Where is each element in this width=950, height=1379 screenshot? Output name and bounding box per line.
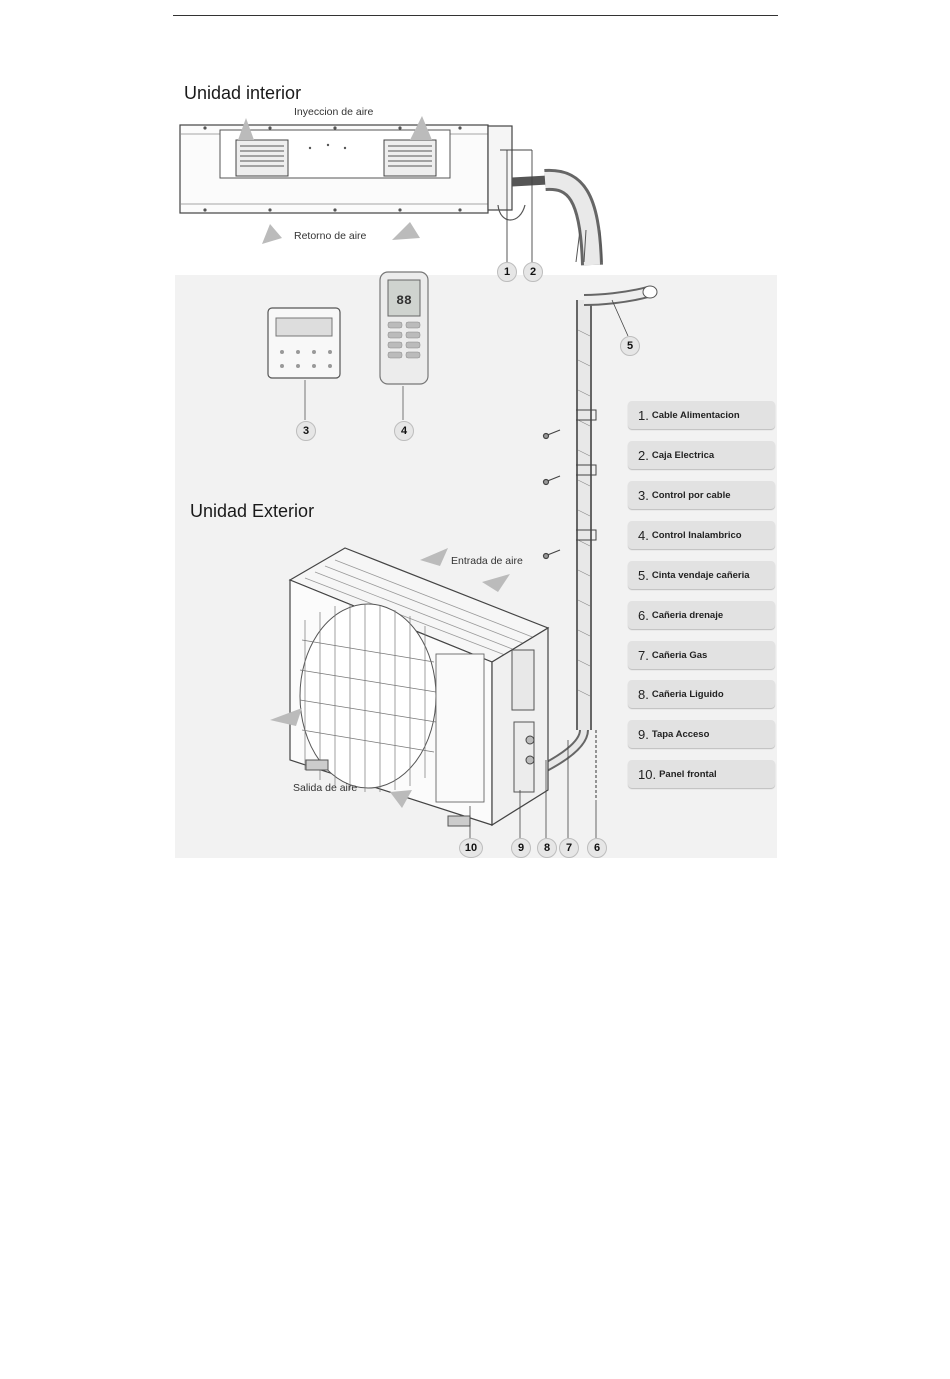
outdoor-unit-title: Unidad Exterior [190,501,315,521]
air-outlet-label: Salida de aire [293,782,358,794]
callout-9: 9 [511,838,531,858]
legend-item-10 [628,760,775,788]
legend-text: Cable Alimentacion [651,409,740,421]
indoor-unit [180,116,602,265]
legend-num: 9. [638,726,649,742]
legend-item-9 [628,720,775,748]
legend-item-3 [628,481,775,509]
legend-text: Panel frontal [659,768,717,780]
air-return-label: Retorno de aire [294,230,367,242]
legend-text: Caja Electrica [651,449,715,461]
callout-5: 5 [620,336,640,356]
legend-num: 3. [638,487,649,503]
callout-7: 7 [559,838,579,858]
callout-2: 2 [523,262,543,282]
legend-num: 7. [638,647,649,663]
legend-num: 10. [638,766,657,782]
air-intake-label: Entrada de aire [451,555,523,567]
legend-num: 5. [638,567,649,583]
legend-text: Control por cable [651,489,731,501]
legend-num: 4. [638,527,649,543]
callout-1: 1 [497,262,517,282]
callout-8: 8 [537,838,557,858]
legend-text: Cañeria Liguido [651,688,724,700]
legend-num: 8. [638,686,649,702]
remote-display-digits: 88 [396,293,412,308]
wired-controller [268,308,340,420]
legend-text: Tapa Acceso [651,728,710,740]
legend-text: Cañeria Gas [651,649,708,661]
legend-item-5 [628,561,775,589]
legend-item-2 [628,441,775,469]
legend-text: Cañeria drenaje [651,609,724,621]
indoor-unit-title: Unidad interior [184,83,302,103]
legend-num: 2. [638,447,649,463]
legend-item-7 [628,641,775,669]
callout-10: 10 [459,838,483,858]
callout-3: 3 [296,421,316,441]
legend-item-1 [628,401,775,429]
callout-4: 4 [394,421,414,441]
air-injection-label: Inyeccion de aire [294,106,374,118]
legend-item-6 [628,601,775,629]
outdoor-unit [270,548,596,838]
legend-text: Control Inalambrico [651,529,742,541]
legend-item-8 [628,680,775,708]
legend-num: 1. [638,407,649,423]
legend-num: 6. [638,607,649,623]
legend-item-4 [628,521,775,549]
wireless-remote [380,272,428,420]
callout-6: 6 [587,838,607,858]
legend-text: Cinta vendaje cañeria [651,569,750,581]
